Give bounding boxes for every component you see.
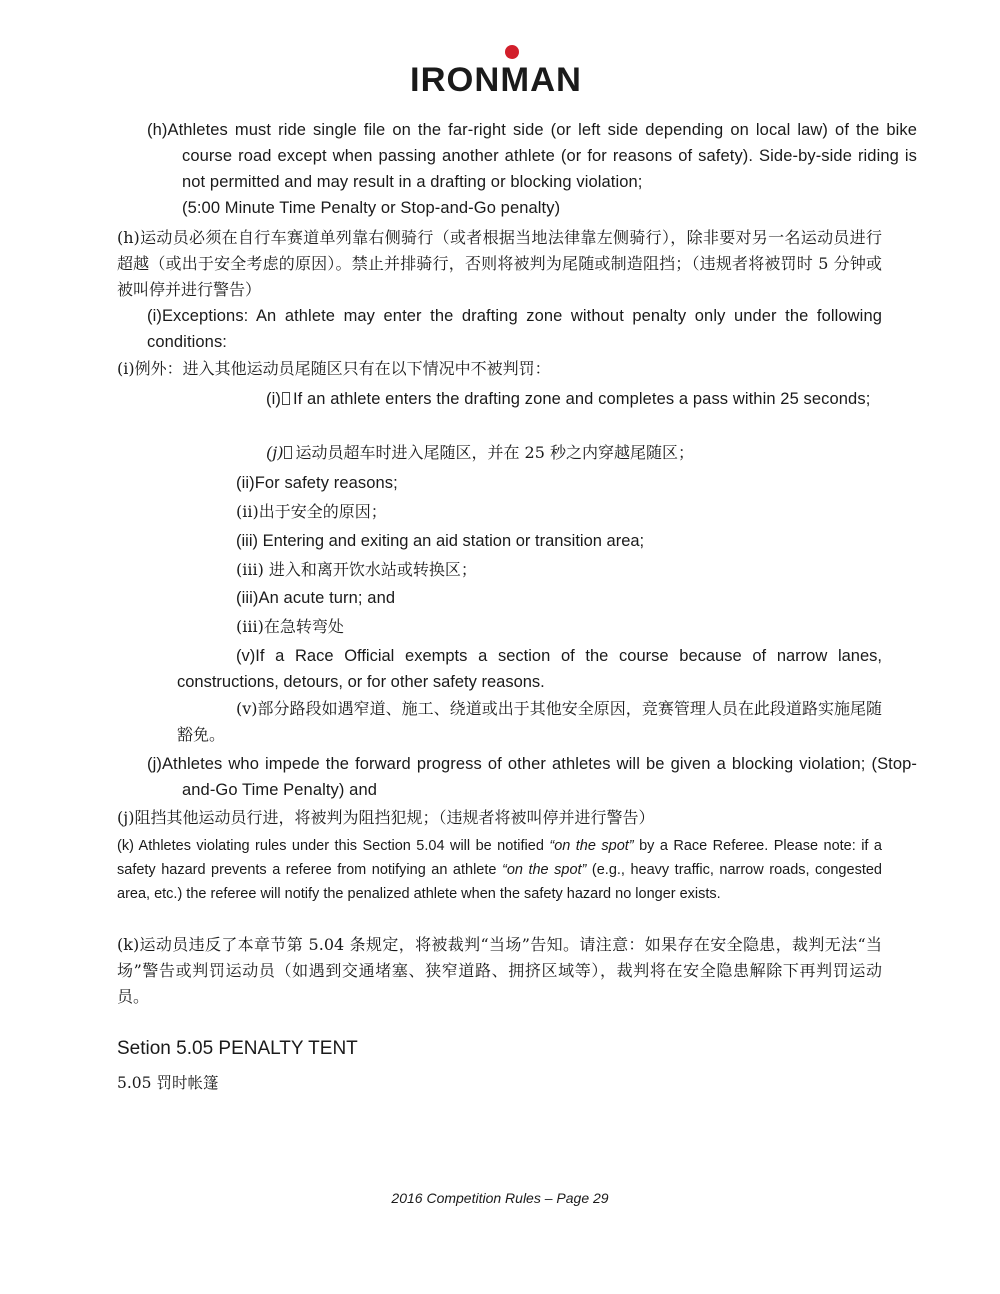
- page-footer: 2016 Competition Rules – Page 29: [391, 1190, 609, 1206]
- rule-v-cn: (v)部分路段如遇窄道、施工、绕道或出于其他安全原因，竞赛管理人员在此段道路实施尾随豁免。: [177, 699, 882, 744]
- rule-j-en: (j)Athletes who impede the forward progress of other athletes will be given a blocking violation; (Stop-and-Go Time Penalty) and: [147, 755, 917, 799]
- bullet-box-icon: [284, 446, 292, 459]
- rule-iv-cn: (iii)在急转弯处: [236, 617, 344, 636]
- section-title: Setion 5.05 PENALTY TENT: [117, 1038, 358, 1059]
- rule-h-cn: (h)运动员必须在自行车赛道单列靠右侧骑行（或者根据当地法律靠左侧骑行），除非要对另一名运动员进行超越（或出于安全考虑的原因）。禁止并排骑行，否则将被判为尾随或制造阻挡；（违规者将被罚时 5 分钟或被叫停并进行警告）: [117, 228, 882, 299]
- rule-iv-en: (iii)An acute turn; and: [236, 589, 396, 607]
- rule-h-en: (h)Athletes must ride single file on the far-right side (or left side depending on local law) of the bike course road except when passing another athlete (or for reasons of safety). Side-by-side riding is not permitted and may result in a drafting or blocking violation; (5:00 Minute Time Penalty or Stop-and-Go penalty): [147, 121, 917, 217]
- rule-h-penalty: (5:00 Minute Time Penalty or Stop-and-Go penalty): [182, 199, 561, 217]
- rule-i1-en: (i) If an athlete enters the drafting zone and completes a pass within 25 seconds;: [266, 390, 871, 408]
- rule-k-cn: (k)运动员违反了本章节第 5.04 条规定，将被裁判“当场”告知。请注意：如果存在安全隐患，裁判无法“当场”警告或判罚运动员（如遇到交通堵塞、狭窄道路、拥挤区域等），裁判将在安全隐患解除下再判罚运动员。: [117, 935, 882, 1006]
- rule-ii-en: (ii)For safety reasons;: [236, 474, 398, 492]
- rule-i1-cn: (j) 运动员超车时进入尾随区，并在 25 秒之内穿越尾随区；: [266, 443, 694, 462]
- rule-i-cn: (i)例外：进入其他运动员尾随区只有在以下情况中不被判罚：: [117, 359, 551, 378]
- rule-ii-cn: (ii)出于安全的原因；: [236, 502, 387, 521]
- section-cn-title: 5.05 罚时帐篷: [117, 1074, 219, 1092]
- rule-j-cn: (j)阻挡其他运动员行进，将被判为阻挡犯规；（违规者将被叫停并进行警告）: [117, 808, 655, 827]
- rule-i-en: (i)Exceptions: An athlete may enter the drafting zone without penalty only under the following conditions:: [147, 307, 882, 351]
- logo-text: IRONMAN: [410, 61, 582, 96]
- bullet-box-icon: [282, 392, 290, 405]
- rule-iii-cn: (iii) 进入和离开饮水站或转换区；: [236, 560, 477, 579]
- rule-iii-en: (iii) Entering and exiting an aid station or transition area;: [236, 532, 645, 550]
- rule-v-en: (v)If a Race Official exempts a section of the course because of narrow lanes, constructions, detours, or for other safety reasons.: [177, 647, 882, 691]
- ironman-logo: [410, 44, 590, 96]
- rule-k-en: (k) Athletes violating rules under this Section 5.04 will be notified “on the spot” by a Race Referee. Please note: if a safety hazard prevents a referee from notifying an athlete “on the spot” (e.g., heavy traffic, narrow roads, congested area, etc.) the referee will notify the penalized athlete when the safety hazard no longer exists.: [117, 838, 882, 902]
